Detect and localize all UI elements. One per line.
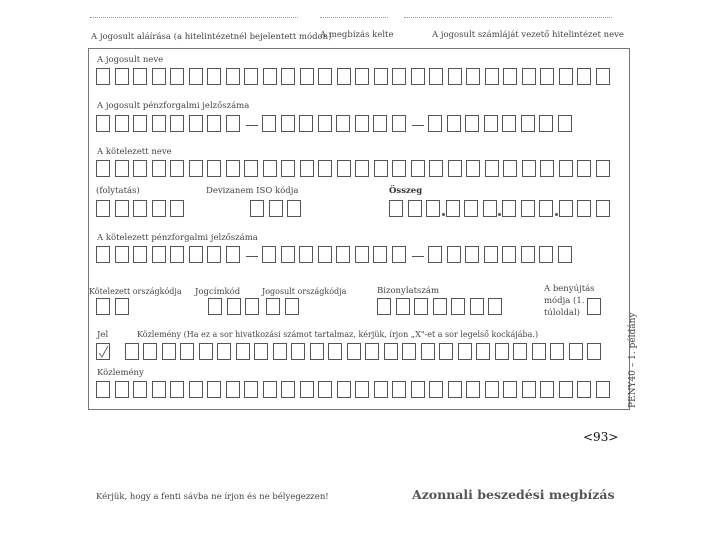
digit-box[interactable]	[408, 200, 422, 217]
digit-box[interactable]	[521, 246, 535, 263]
currency-label: Devizanem ISO kódja	[206, 186, 299, 196]
char-box[interactable]	[392, 160, 406, 177]
char-box[interactable]	[596, 68, 610, 85]
char-box[interactable]	[236, 343, 250, 360]
digit-box[interactable]	[446, 200, 460, 217]
char-box[interactable]	[466, 68, 480, 85]
digit-box[interactable]	[389, 200, 403, 217]
char-box[interactable]	[448, 68, 462, 85]
char-box[interactable]	[337, 160, 351, 177]
char-box[interactable]	[133, 381, 147, 398]
char-box[interactable]	[466, 160, 480, 177]
digit-box[interactable]	[207, 115, 221, 132]
digit-box[interactable]	[281, 246, 295, 263]
char-box[interactable]	[421, 343, 435, 360]
document-number-label: Bizonylatszám	[377, 286, 440, 296]
char-box[interactable]	[355, 68, 369, 85]
char-box[interactable]	[170, 381, 184, 398]
currency-field[interactable]	[250, 200, 306, 217]
char-box[interactable]	[287, 200, 301, 217]
char-box[interactable]	[392, 381, 406, 398]
char-box[interactable]	[207, 381, 221, 398]
char-box[interactable]	[503, 381, 517, 398]
char-box[interactable]	[587, 298, 601, 315]
char-box[interactable]	[125, 343, 139, 360]
char-box[interactable]	[152, 200, 166, 217]
separator-dash	[246, 256, 258, 257]
digit-box[interactable]	[262, 115, 276, 132]
char-box[interactable]	[152, 160, 166, 177]
payer-country-label: Kötelezett országkódja	[89, 287, 182, 296]
char-box[interactable]	[300, 68, 314, 85]
payer-country-field[interactable]	[96, 298, 133, 315]
char-box[interactable]	[577, 160, 591, 177]
char-box[interactable]	[355, 381, 369, 398]
digit-box[interactable]	[447, 115, 461, 132]
char-box[interactable]	[540, 68, 554, 85]
digit-box[interactable]	[336, 115, 350, 132]
char-box[interactable]	[115, 298, 129, 315]
char-box[interactable]	[152, 68, 166, 85]
char-box[interactable]	[377, 298, 391, 315]
payee-name-label: A jogosult neve	[97, 55, 164, 65]
char-box[interactable]	[495, 343, 509, 360]
digit-box[interactable]	[170, 246, 184, 263]
char-box[interactable]	[281, 381, 295, 398]
digit-box[interactable]	[521, 200, 535, 217]
char-box[interactable]	[226, 68, 240, 85]
char-box[interactable]	[503, 160, 517, 177]
char-box[interactable]	[485, 160, 499, 177]
char-box[interactable]	[170, 160, 184, 177]
char-box[interactable]	[488, 298, 502, 315]
separator-dash	[412, 256, 424, 257]
char-box[interactable]	[207, 160, 221, 177]
digit-box[interactable]	[299, 246, 313, 263]
char-box[interactable]	[189, 68, 203, 85]
digit-box[interactable]	[170, 115, 184, 132]
submission-mode-field[interactable]	[587, 298, 606, 315]
char-box[interactable]	[522, 68, 536, 85]
notice-line-2[interactable]	[96, 381, 614, 398]
separator-dash	[246, 125, 258, 126]
char-box[interactable]	[476, 343, 490, 360]
char-box[interactable]	[347, 343, 361, 360]
digit-box[interactable]	[318, 246, 332, 263]
char-box[interactable]	[374, 160, 388, 177]
char-box[interactable]	[458, 343, 472, 360]
digit-box[interactable]	[392, 115, 406, 132]
char-box[interactable]	[503, 68, 517, 85]
digit-box[interactable]	[539, 200, 553, 217]
document-number-field[interactable]	[377, 298, 507, 315]
char-box[interactable]	[96, 160, 110, 177]
form-code-label: PENY40 – 1. példány	[628, 312, 638, 408]
char-box[interactable]	[559, 381, 573, 398]
char-box[interactable]	[569, 343, 583, 360]
char-box[interactable]	[448, 381, 462, 398]
digit-box[interactable]	[226, 246, 240, 263]
char-box[interactable]	[245, 298, 259, 315]
digit-box[interactable]	[281, 115, 295, 132]
char-box[interactable]	[310, 343, 324, 360]
notice-label: Közlemény	[97, 368, 144, 378]
date-label: A megbízás kelte	[320, 30, 394, 40]
digit-box[interactable]	[355, 246, 369, 263]
thousands-dot	[498, 213, 501, 216]
digit-box[interactable]	[465, 246, 479, 263]
digit-box[interactable]	[96, 246, 110, 263]
char-box[interactable]	[466, 381, 480, 398]
char-box[interactable]	[577, 68, 591, 85]
char-box[interactable]	[374, 381, 388, 398]
notice-instruction: Közlemény (Ha ez a sor hivatkozási számot tartalmaz, kérjük, írjon „X"-et a sor legelső kockájába.)	[137, 330, 539, 339]
char-box[interactable]	[540, 381, 554, 398]
digit-box[interactable]	[539, 115, 553, 132]
char-box[interactable]	[540, 160, 554, 177]
digit-box[interactable]	[465, 115, 479, 132]
char-box[interactable]	[115, 200, 129, 217]
char-box[interactable]	[596, 381, 610, 398]
char-box[interactable]	[485, 381, 499, 398]
char-box[interactable]	[429, 160, 443, 177]
char-box[interactable]	[365, 343, 379, 360]
char-box[interactable]	[485, 68, 499, 85]
digit-box[interactable]	[152, 246, 166, 263]
char-box[interactable]	[269, 200, 283, 217]
digit-box[interactable]	[502, 246, 516, 263]
signature-line	[90, 17, 298, 18]
digit-box[interactable]	[207, 246, 221, 263]
char-box[interactable]	[559, 68, 573, 85]
char-box[interactable]	[170, 200, 184, 217]
submission-mode-label: A benyújtás módja (1. túloldal)	[544, 284, 595, 318]
char-box[interactable]	[143, 343, 157, 360]
char-box[interactable]	[273, 343, 287, 360]
digit-box[interactable]	[318, 115, 332, 132]
digit-box[interactable]	[373, 115, 387, 132]
char-box[interactable]	[318, 160, 332, 177]
char-box[interactable]	[244, 381, 258, 398]
char-box[interactable]	[263, 381, 277, 398]
char-box[interactable]	[199, 343, 213, 360]
char-box[interactable]	[550, 343, 564, 360]
char-box[interactable]	[115, 381, 129, 398]
char-box[interactable]	[337, 68, 351, 85]
digit-box[interactable]	[558, 115, 572, 132]
digit-box[interactable]	[539, 246, 553, 263]
digit-box[interactable]	[115, 246, 129, 263]
char-box[interactable]	[207, 68, 221, 85]
char-box[interactable]	[451, 298, 465, 315]
char-box[interactable]	[133, 200, 147, 217]
digit-box[interactable]	[502, 115, 516, 132]
thousands-dot	[555, 213, 558, 216]
char-box[interactable]	[217, 343, 231, 360]
digit-box[interactable]	[299, 115, 313, 132]
char-box[interactable]	[226, 160, 240, 177]
char-box[interactable]	[448, 160, 462, 177]
continuation-field[interactable]	[96, 200, 189, 217]
digit-box[interactable]	[558, 246, 572, 263]
payer-account-label: A kötelezett pénzforgalmi jelzőszáma	[97, 233, 258, 243]
char-box[interactable]	[263, 160, 277, 177]
char-box[interactable]	[374, 68, 388, 85]
digit-box[interactable]	[392, 246, 406, 263]
footer-note: Kérjük, hogy a fenti sávba ne írjon és ne bélyegezzen!	[96, 492, 329, 502]
digit-box[interactable]	[152, 115, 166, 132]
char-box[interactable]	[337, 381, 351, 398]
char-box[interactable]	[411, 160, 425, 177]
char-box[interactable]	[263, 68, 277, 85]
digit-box[interactable]	[115, 115, 129, 132]
payer-account-field[interactable]	[96, 246, 576, 263]
payee-account-field[interactable]	[96, 115, 576, 132]
char-box[interactable]	[254, 343, 268, 360]
digit-box[interactable]	[133, 115, 147, 132]
digit-box[interactable]	[577, 200, 591, 217]
char-box[interactable]	[115, 160, 129, 177]
char-box[interactable]	[266, 298, 280, 315]
char-box[interactable]	[152, 381, 166, 398]
digit-box[interactable]	[502, 200, 516, 217]
amount-field[interactable]	[389, 200, 614, 217]
char-box[interactable]	[96, 298, 110, 315]
form-number: <93>	[583, 430, 619, 444]
char-box[interactable]	[532, 343, 546, 360]
char-box[interactable]	[433, 298, 447, 315]
char-box[interactable]	[244, 160, 258, 177]
char-box[interactable]	[291, 343, 305, 360]
char-box[interactable]	[189, 381, 203, 398]
char-box[interactable]	[411, 68, 425, 85]
mark-label: Jel	[97, 330, 109, 340]
char-box[interactable]	[96, 381, 110, 398]
char-box[interactable]	[133, 160, 147, 177]
digit-box[interactable]	[428, 246, 442, 263]
char-box[interactable]	[414, 298, 428, 315]
char-box[interactable]	[133, 68, 147, 85]
digit-box[interactable]	[189, 115, 203, 132]
char-box[interactable]	[392, 68, 406, 85]
char-box[interactable]	[300, 381, 314, 398]
payee-account-label: A jogosult pénzforgalmi jelzőszáma	[97, 101, 250, 111]
digit-box[interactable]	[373, 246, 387, 263]
digit-box[interactable]	[96, 115, 110, 132]
digit-box[interactable]	[596, 200, 610, 217]
char-box[interactable]	[227, 298, 241, 315]
char-box[interactable]	[244, 68, 258, 85]
digit-box[interactable]	[133, 246, 147, 263]
digit-box[interactable]	[483, 200, 497, 217]
char-box[interactable]	[189, 160, 203, 177]
char-box[interactable]	[439, 343, 453, 360]
char-box[interactable]	[318, 68, 332, 85]
char-box[interactable]	[470, 298, 484, 315]
payer-name-label: A kötelezett neve	[97, 147, 172, 157]
char-box[interactable]	[285, 298, 299, 315]
amount-label: Összeg	[389, 186, 423, 196]
digit-box[interactable]	[336, 246, 350, 263]
char-box[interactable]	[396, 298, 410, 315]
char-box[interactable]	[559, 160, 573, 177]
char-box[interactable]	[318, 381, 332, 398]
bank-line	[404, 17, 612, 18]
digit-box[interactable]	[428, 115, 442, 132]
digit-box[interactable]	[559, 200, 573, 217]
digit-box[interactable]	[189, 246, 203, 263]
signature-label: A jogosult aláírása (a hitelintézetnél bejelentett módon)	[91, 32, 332, 42]
char-box[interactable]	[429, 68, 443, 85]
char-box[interactable]	[281, 160, 295, 177]
thousands-dot	[442, 213, 445, 216]
digit-box[interactable]	[484, 115, 498, 132]
continuation-label: (folytatás)	[96, 186, 140, 196]
char-box[interactable]	[115, 68, 129, 85]
char-box[interactable]	[300, 160, 314, 177]
char-box[interactable]	[384, 343, 398, 360]
char-box[interactable]	[429, 381, 443, 398]
checkmark-icon	[98, 345, 109, 358]
payee-country-label: Jogosult országkódja	[262, 287, 347, 296]
payee-name-field[interactable]	[96, 68, 614, 85]
reference-mark-box[interactable]	[96, 343, 110, 360]
notice-line-1[interactable]	[96, 343, 606, 360]
separator-dash	[412, 125, 424, 126]
char-box[interactable]	[328, 343, 342, 360]
char-box[interactable]	[250, 200, 264, 217]
char-box[interactable]	[170, 68, 184, 85]
char-box[interactable]	[402, 343, 416, 360]
char-box[interactable]	[522, 160, 536, 177]
digit-box[interactable]	[426, 200, 440, 217]
char-box[interactable]	[355, 160, 369, 177]
document-title: Azonnali beszedési megbízás	[412, 487, 615, 502]
legal-title-label: Jogcímkód	[195, 287, 241, 297]
date-line	[320, 17, 388, 18]
digit-box[interactable]	[521, 115, 535, 132]
digit-box[interactable]	[484, 246, 498, 263]
char-box[interactable]	[587, 343, 601, 360]
payee-country-field[interactable]	[266, 298, 303, 315]
char-box[interactable]	[513, 343, 527, 360]
char-box[interactable]	[96, 200, 110, 217]
char-box[interactable]	[180, 343, 194, 360]
char-box[interactable]	[577, 381, 591, 398]
char-box[interactable]	[96, 68, 110, 85]
digit-box[interactable]	[262, 246, 276, 263]
char-box[interactable]	[411, 381, 425, 398]
bank-label: A jogosult számláját vezető hitelintézet neve	[432, 30, 624, 40]
digit-box[interactable]	[355, 115, 369, 132]
char-box[interactable]	[596, 160, 610, 177]
char-box[interactable]	[522, 381, 536, 398]
char-box[interactable]	[281, 68, 295, 85]
digit-box[interactable]	[226, 115, 240, 132]
char-box[interactable]	[226, 381, 240, 398]
char-box[interactable]	[162, 343, 176, 360]
digit-box[interactable]	[447, 246, 461, 263]
payer-name-field[interactable]	[96, 160, 614, 177]
legal-title-field[interactable]	[208, 298, 264, 315]
digit-box[interactable]	[464, 200, 478, 217]
char-box[interactable]	[208, 298, 222, 315]
